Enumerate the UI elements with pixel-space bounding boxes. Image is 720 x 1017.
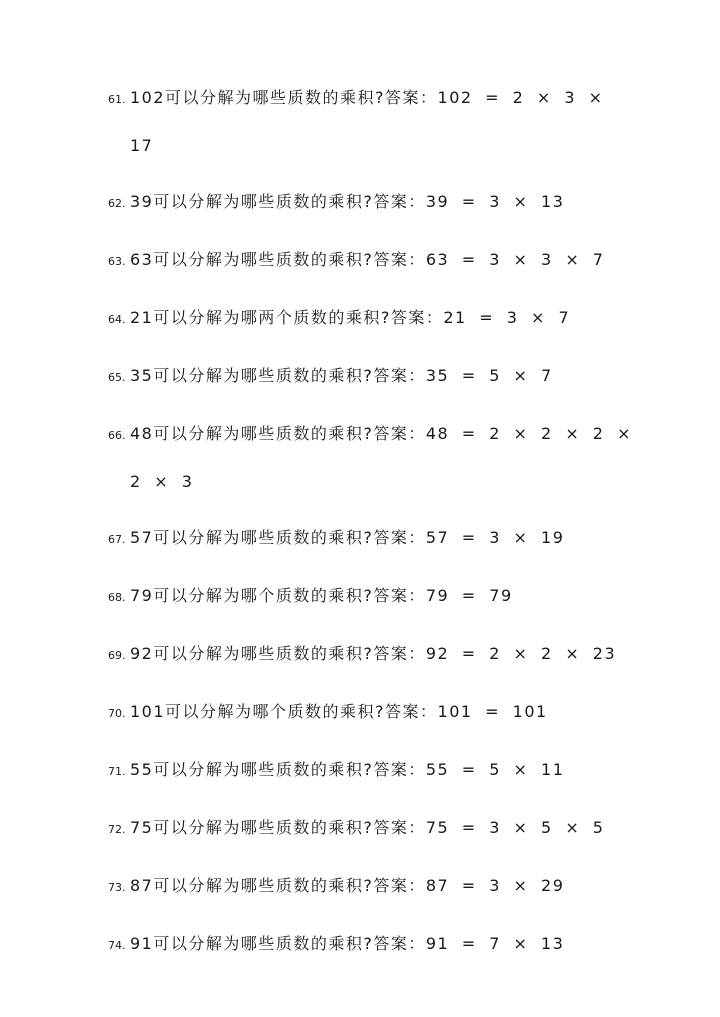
problem-73 [108,874,648,900]
problem-number: 62. [108,197,126,210]
problem-61 [108,86,648,158]
problem-text-continued: 2 × 3 [130,472,194,491]
problem-text: 21可以分解为哪两个质数的乘积?答案：21 = 3 × 7 [130,308,571,327]
problem-number: 74. [108,939,126,952]
problem-number: 69. [108,649,126,662]
problem-text: 35可以分解为哪些质数的乘积?答案：35 = 5 × 7 [130,366,553,385]
problem-70 [108,700,648,726]
problem-text: 48可以分解为哪些质数的乘积?答案：48 = 2 × 2 × 2 × [130,424,632,443]
problem-text: 79可以分解为哪个质数的乘积?答案：79 = 79 [130,586,513,605]
problem-text: 55可以分解为哪些质数的乘积?答案：55 = 5 × 11 [130,760,565,779]
problem-list [108,86,648,990]
problem-text: 57可以分解为哪些质数的乘积?答案：57 = 3 × 19 [130,528,565,547]
problem-64 [108,306,648,332]
problem-text-continued: 17 [130,136,154,155]
problem-number: 66. [108,429,126,442]
problem-number: 73. [108,881,126,894]
problem-71 [108,758,648,784]
problem-number: 71. [108,765,126,778]
problem-number: 63. [108,255,126,268]
problem-74 [108,932,648,958]
problem-66 [108,422,648,494]
problem-text: 39可以分解为哪些质数的乘积?答案：39 = 3 × 13 [130,192,565,211]
problem-number: 61. [108,93,126,106]
problem-65 [108,364,648,390]
problem-text: 92可以分解为哪些质数的乘积?答案：92 = 2 × 2 × 23 [130,644,617,663]
problem-number: 67. [108,533,126,546]
problem-text: 101可以分解为哪个质数的乘积?答案：101 = 101 [130,702,548,721]
problem-69 [108,642,648,668]
problem-text: 87可以分解为哪些质数的乘积?答案：87 = 3 × 29 [130,876,565,895]
problem-67 [108,526,648,552]
problem-72 [108,816,648,842]
problem-number: 70. [108,707,126,720]
problem-number: 68. [108,591,126,604]
problem-text: 63可以分解为哪些质数的乘积?答案：63 = 3 × 3 × 7 [130,250,605,269]
problem-text: 102可以分解为哪些质数的乘积?答案：102 = 2 × 3 × [130,88,604,107]
problem-number: 64. [108,313,126,326]
problem-number: 72. [108,823,126,836]
problem-text: 75可以分解为哪些质数的乘积?答案：75 = 3 × 5 × 5 [130,818,605,837]
problem-62 [108,190,648,216]
problem-68 [108,584,648,610]
problem-text: 91可以分解为哪些质数的乘积?答案：91 = 7 × 13 [130,934,565,953]
problem-number: 65. [108,371,126,384]
problem-63 [108,248,648,274]
